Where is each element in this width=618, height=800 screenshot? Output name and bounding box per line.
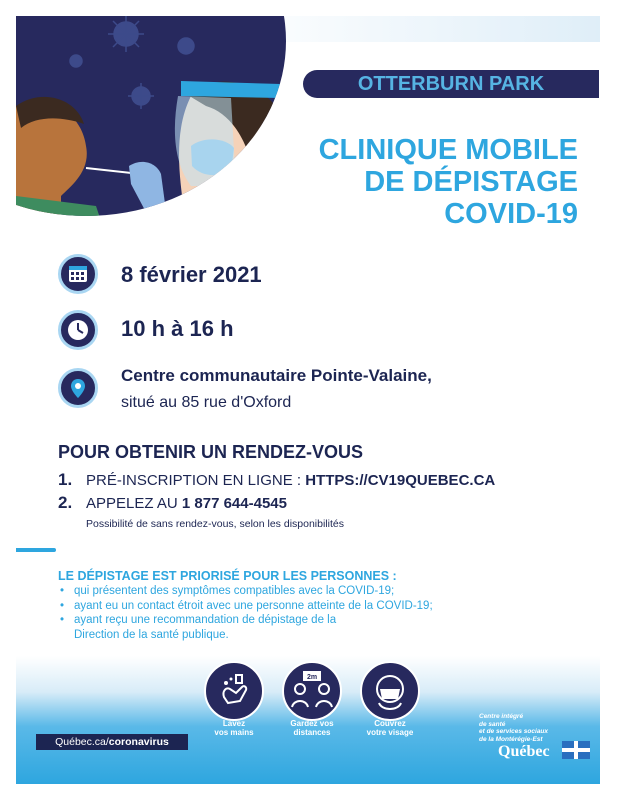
step-number: 1. bbox=[58, 470, 73, 489]
url-suffix: coronavirus bbox=[108, 736, 169, 748]
tip-label-distance: Gardez vos distances bbox=[290, 719, 334, 737]
tip-label-mask: Couvrez votre visage bbox=[366, 719, 414, 737]
quebec-flag-icon bbox=[562, 741, 590, 759]
title-line-2: DE DÉPISTAGE bbox=[364, 166, 578, 198]
priority-title: LE DÉPISTAGE EST PRIORISÉ POUR LES PERSONNES : bbox=[58, 569, 397, 583]
appointment-title: POUR OBTENIR UN RENDEZ-VOUS bbox=[58, 442, 364, 462]
title-line-3: COVID-19 bbox=[444, 198, 578, 230]
phone-number[interactable]: 1 877 644-4545 bbox=[181, 495, 287, 512]
step-phone bbox=[58, 493, 287, 513]
coronavirus-link[interactable] bbox=[36, 734, 188, 750]
calendar-icon bbox=[58, 254, 98, 294]
page-title bbox=[319, 134, 578, 230]
step-number: 2. bbox=[58, 493, 73, 512]
event-date: 8 février 2021 bbox=[121, 262, 262, 287]
quebec-logo-text: Québec bbox=[498, 743, 550, 760]
list-item: • ayant eu un contact étroit avec une personne atteinte de la COVID-19; bbox=[58, 599, 554, 614]
event-time: 10 h à 16 h bbox=[121, 316, 234, 341]
hand-wash-icon bbox=[204, 661, 264, 721]
walk-in-note: Possibilité de sans rendez-vous, selon les disponibilités bbox=[86, 518, 344, 530]
step-label: APPELEZ AU bbox=[86, 495, 182, 512]
venue-name: Centre communautaire Pointe-Valaine, bbox=[121, 366, 432, 385]
nurse-coat bbox=[156, 198, 266, 216]
step-label: PRÉ-INSCRIPTION EN LIGNE : bbox=[86, 472, 306, 489]
hero-illustration bbox=[16, 16, 286, 216]
location-pin-icon bbox=[58, 368, 98, 408]
organization-name: Centre intégré de santé et de services sociaux de la Montérégie-Est bbox=[479, 713, 549, 743]
list-item: • qui présentent des symptômes compatibles avec la COVID-19; bbox=[58, 584, 554, 599]
registration-link[interactable]: HTTPS://CV19QUEBEC.CA bbox=[305, 472, 496, 489]
glove-icon bbox=[129, 162, 166, 216]
distance-icon bbox=[282, 661, 342, 721]
priority-list bbox=[58, 584, 554, 642]
nurse-mask bbox=[191, 139, 234, 175]
divider bbox=[16, 548, 56, 552]
mask-icon bbox=[360, 661, 420, 721]
title-line-1: CLINIQUE MOBILE bbox=[318, 134, 578, 166]
step-online bbox=[58, 470, 495, 490]
face-shield-band bbox=[181, 81, 281, 98]
list-item: • ayant reçu une recommandation de dépistage de la Direction de la santé publique. bbox=[58, 613, 554, 642]
poster bbox=[16, 16, 600, 784]
testing-illustration bbox=[16, 16, 286, 216]
tip-label-wash: Lavez vos mains bbox=[214, 719, 254, 737]
location-banner: OTTERBURN PARK bbox=[303, 70, 599, 98]
patient-shirt bbox=[16, 196, 116, 216]
swab-icon bbox=[86, 168, 131, 173]
clock-icon bbox=[58, 310, 98, 350]
distance-badge: 2m bbox=[306, 674, 318, 681]
venue-address: situé au 85 rue d'Oxford bbox=[121, 394, 292, 411]
url-prefix: Québec.ca/ bbox=[55, 736, 109, 748]
